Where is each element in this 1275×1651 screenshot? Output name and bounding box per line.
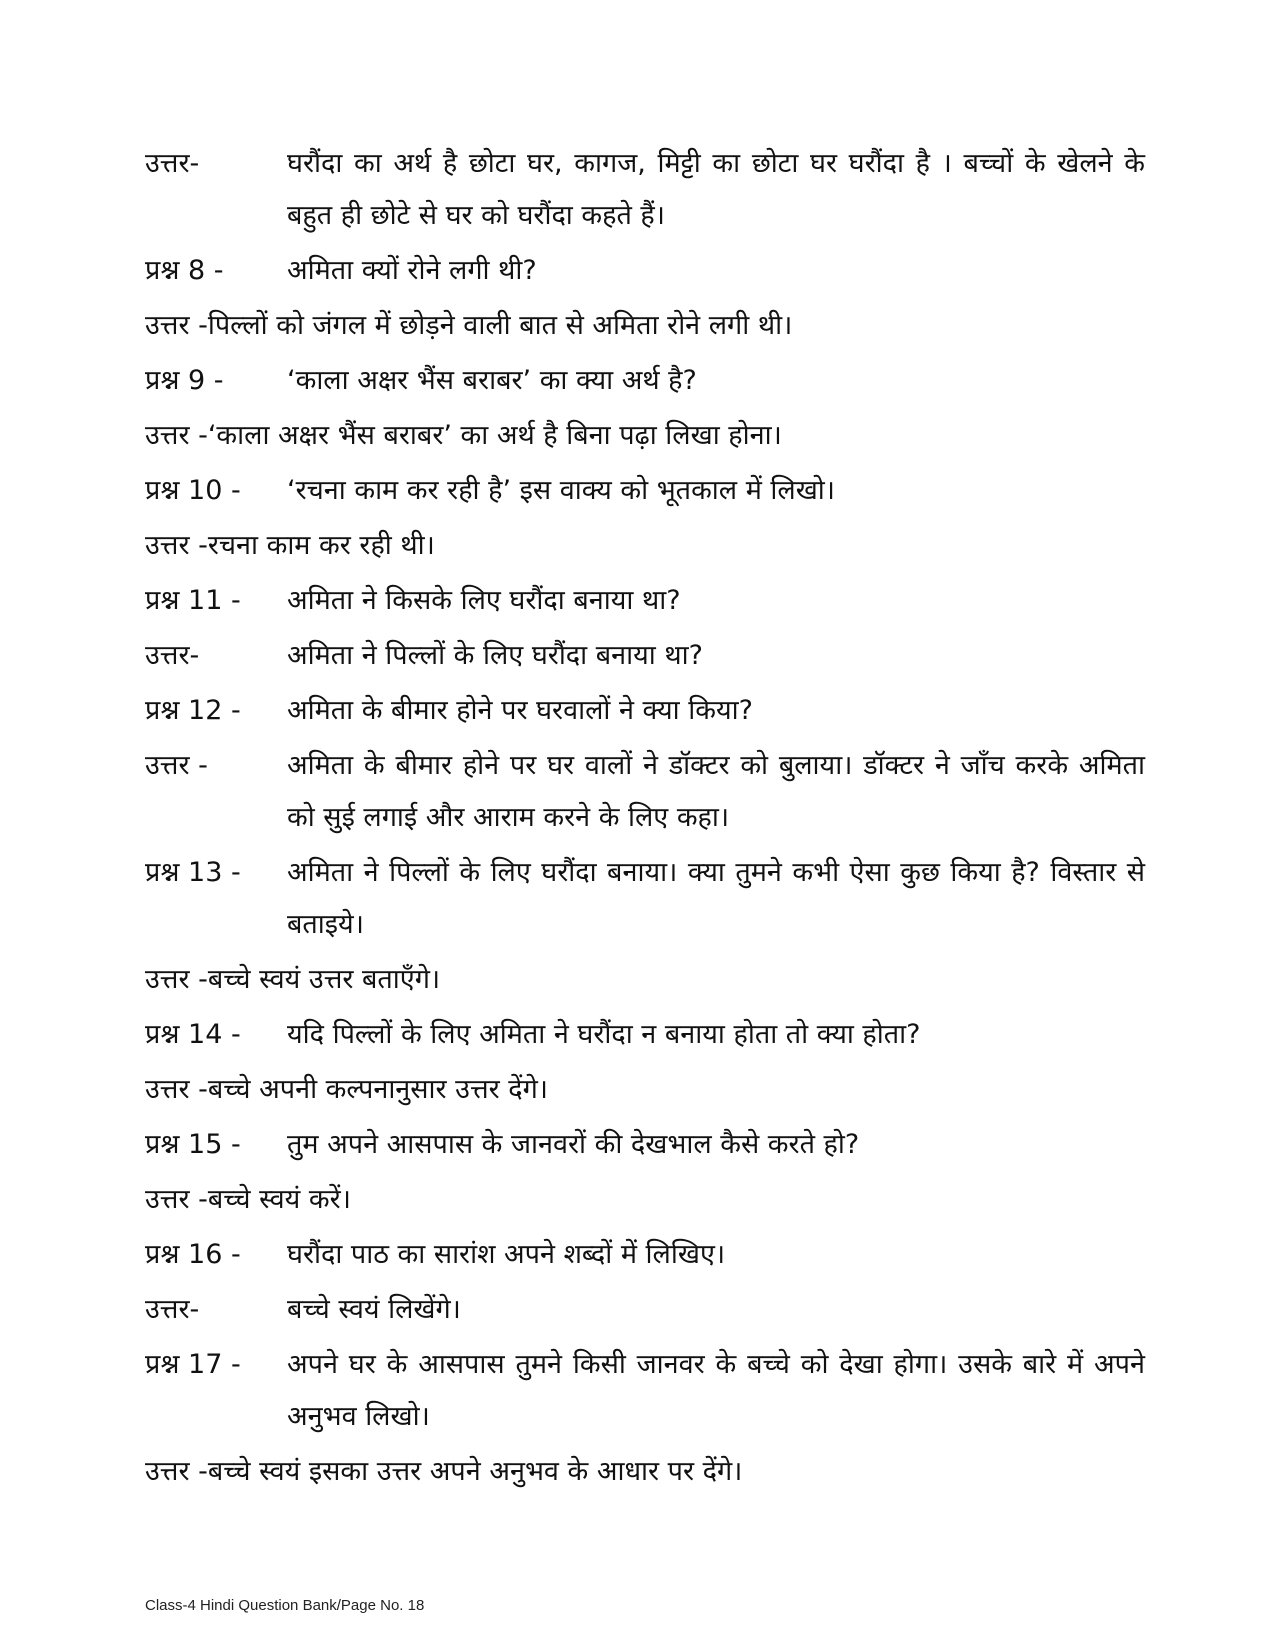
row-text: यदि पिल्लों के लिए अमिता ने घरौंदा न बनाया होता तो क्या होता? bbox=[287, 1019, 921, 1050]
row-label: प्रश्न 9 - bbox=[145, 365, 224, 396]
row-text: अमिता ने पिल्लों के लिए घरौंदा बनाया था? bbox=[287, 640, 703, 671]
answer-row bbox=[145, 410, 1145, 462]
row-label: प्रश्न 12 - bbox=[145, 695, 241, 726]
row-text: ‘रचना काम कर रही है’ इस वाक्य को भूतकाल में लिखो। bbox=[287, 475, 836, 506]
row-label: प्रश्न 17 - bbox=[145, 1349, 241, 1380]
question-row bbox=[145, 355, 1145, 407]
row-text: रचना काम कर रही थी। bbox=[207, 530, 435, 561]
answer-row bbox=[145, 520, 1145, 572]
row-label: प्रश्न 15 - bbox=[145, 1129, 241, 1160]
answer-row bbox=[145, 300, 1145, 352]
answer-row bbox=[145, 138, 1145, 242]
question-row bbox=[145, 245, 1145, 297]
row-text: बच्चे स्वयं करें। bbox=[207, 1184, 351, 1215]
row-label: उत्तर- bbox=[145, 148, 200, 179]
row-text: ‘काला अक्षर भैंस बराबर’ का अर्थ है बिना पढ़ा लिखा होना। bbox=[207, 420, 782, 451]
row-label: उत्तर- bbox=[145, 1294, 200, 1325]
question-row bbox=[145, 575, 1145, 627]
row-text: अमिता के बीमार होने पर घरवालों ने क्या किया? bbox=[287, 695, 753, 726]
page-footer: Class-4 Hindi Question Bank/Page No. 18 bbox=[145, 1597, 425, 1614]
row-text: घरौंदा पाठ का सारांश अपने शब्दों में लिखिए। bbox=[287, 1239, 726, 1270]
row-label: प्रश्न 11 - bbox=[145, 585, 241, 616]
row-label: उत्तर - bbox=[145, 1074, 208, 1105]
question-row bbox=[145, 685, 1145, 737]
question-row bbox=[145, 1009, 1145, 1061]
answer-row bbox=[145, 954, 1145, 1006]
row-text: ‘काला अक्षर भैंस बराबर’ का क्या अर्थ है? bbox=[287, 365, 697, 396]
row-label: उत्तर - bbox=[145, 530, 208, 561]
question-row bbox=[145, 1229, 1145, 1281]
row-text: अमिता ने किसके लिए घरौंदा बनाया था? bbox=[287, 585, 681, 616]
row-label: उत्तर - bbox=[145, 420, 208, 451]
answer-row bbox=[145, 1174, 1145, 1226]
row-text: अमिता ने पिल्लों के लिए घरौंदा बनाया। क्या तुमने कभी ऐसा कुछ किया है? विस्तार से बताइये। bbox=[287, 857, 1145, 940]
row-label: प्रश्न 16 - bbox=[145, 1239, 241, 1270]
row-text: बच्चे स्वयं लिखेंगे। bbox=[287, 1294, 461, 1325]
answer-row bbox=[145, 740, 1145, 844]
row-text: अपने घर के आसपास तुमने किसी जानवर के बच्चे को देखा होगा। उसके बारे में अपने अनुभव लिखो। bbox=[287, 1349, 1145, 1432]
qa-list bbox=[145, 138, 1145, 1498]
row-label: उत्तर - bbox=[145, 1184, 208, 1215]
row-text: अमिता के बीमार होने पर घर वालों ने डॉक्टर को बुलाया। डॉक्टर ने जाँच करके अमिता को सुई लगाई और आराम करने के लिए कहा। bbox=[287, 750, 1145, 833]
row-label: प्रश्न 10 - bbox=[145, 475, 241, 506]
row-label: उत्तर- bbox=[145, 640, 200, 671]
answer-row bbox=[145, 1284, 1145, 1336]
question-row bbox=[145, 1119, 1145, 1171]
row-text: तुम अपने आसपास के जानवरों की देखभाल कैसे करते हो? bbox=[287, 1129, 860, 1160]
question-row bbox=[145, 1339, 1145, 1443]
question-row bbox=[145, 465, 1145, 517]
row-text: बच्चे स्वयं उत्तर बताएँगे। bbox=[207, 964, 441, 995]
row-label: प्रश्न 13 - bbox=[145, 857, 241, 888]
row-text: घरौंदा का अर्थ है छोटा घर, कागज, मिट्टी का छोटा घर घरौंदा है । बच्चों के खेलने के बहुत ही छोटे से घर को घरौंदा कहते हैं। bbox=[287, 148, 1145, 231]
row-label: प्रश्न 8 - bbox=[145, 255, 224, 286]
row-text: पिल्लों को जंगल में छोड़ने वाली बात से अमिता रोने लगी थी। bbox=[207, 310, 793, 341]
answer-row bbox=[145, 630, 1145, 682]
row-label: उत्तर - bbox=[145, 310, 208, 341]
row-label: उत्तर - bbox=[145, 1456, 208, 1487]
row-label: उत्तर - bbox=[145, 750, 208, 781]
row-text: अमिता क्यों रोने लगी थी? bbox=[287, 255, 537, 286]
question-row bbox=[145, 847, 1145, 951]
row-text: बच्चे अपनी कल्पनानुसार उत्तर देंगे। bbox=[207, 1074, 549, 1105]
row-label: प्रश्न 14 - bbox=[145, 1019, 241, 1050]
answer-row bbox=[145, 1064, 1145, 1116]
row-text: बच्चे स्वयं इसका उत्तर अपने अनुभव के आधार पर देंगे। bbox=[207, 1456, 743, 1487]
row-label: उत्तर - bbox=[145, 964, 208, 995]
answer-row bbox=[145, 1446, 1145, 1498]
